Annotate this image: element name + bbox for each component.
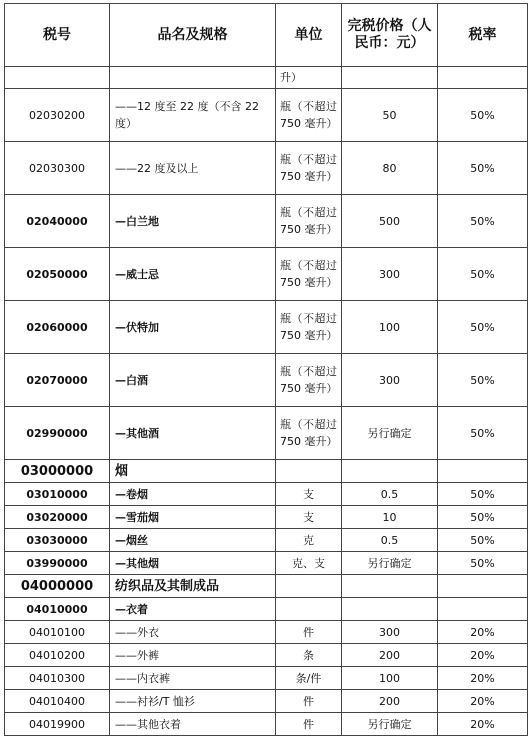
price-cell — [342, 598, 438, 621]
name-cell: ——12 度至 22 度（不含 22 度） — [110, 89, 276, 142]
name-cell: ——衬衫/T 恤衫 — [110, 690, 276, 713]
unit-cell — [276, 354, 342, 407]
table-row — [5, 644, 528, 667]
rate-cell: 50% — [438, 407, 528, 460]
code-cell: 03000000 — [5, 460, 110, 483]
header-price: 完税价格（人民币：元） — [342, 4, 438, 67]
price-cell: 0.5 — [342, 483, 438, 506]
code-cell: 02070000 — [5, 354, 110, 407]
rate-cell: 50% — [438, 248, 528, 301]
unit-cell — [276, 301, 342, 354]
table-row — [5, 529, 528, 552]
code-cell: 03010000 — [5, 483, 110, 506]
table-row — [5, 301, 528, 354]
price-cell: 500 — [342, 195, 438, 248]
unit-cell — [276, 89, 342, 142]
name-cell: —白酒 — [110, 354, 276, 407]
name-cell: ——22 度及以上 — [110, 142, 276, 195]
name-cell: —衣着 — [110, 598, 276, 621]
unit-text: 瓶（不超过 750 毫升） — [280, 153, 338, 183]
name-cell: —其他烟 — [110, 552, 276, 575]
code-cell: 02030300 — [5, 142, 110, 195]
price-cell: 另行确定 — [342, 407, 438, 460]
code-cell: 02030200 — [5, 89, 110, 142]
header-rate: 税率 — [438, 4, 528, 67]
rate-cell: 50% — [438, 195, 528, 248]
table-row-continuation — [5, 67, 528, 89]
code-cell — [5, 67, 110, 89]
rate-cell — [438, 598, 528, 621]
name-cell: —白兰地 — [110, 195, 276, 248]
unit-text: 瓶（不超过 750 毫升） — [280, 206, 338, 236]
rate-cell: 20% — [438, 690, 528, 713]
code-cell: 04010200 — [5, 644, 110, 667]
unit-cell — [276, 248, 342, 301]
name-cell: —其他酒 — [110, 407, 276, 460]
name-cell: —烟丝 — [110, 529, 276, 552]
unit-cell: 条 — [276, 644, 342, 667]
price-cell — [342, 575, 438, 598]
code-cell: 03030000 — [5, 529, 110, 552]
table-header-row — [5, 4, 528, 67]
tariff-table — [4, 3, 528, 736]
price-cell: 10 — [342, 506, 438, 529]
table-row — [5, 195, 528, 248]
name-cell: 烟 — [110, 460, 276, 483]
unit-cell: 件 — [276, 713, 342, 736]
table-row — [5, 552, 528, 575]
unit-cell — [276, 142, 342, 195]
header-code: 税号 — [5, 4, 110, 67]
rate-cell — [438, 67, 528, 89]
price-cell: 200 — [342, 690, 438, 713]
header-unit: 单位 — [276, 4, 342, 67]
price-cell: 80 — [342, 142, 438, 195]
table-row — [5, 407, 528, 460]
name-cell: —雪茄烟 — [110, 506, 276, 529]
unit-cell — [276, 598, 342, 621]
table-row — [5, 354, 528, 407]
code-cell: 04000000 — [5, 575, 110, 598]
unit-cell — [276, 575, 342, 598]
unit-text: 瓶（不超过 750 毫升） — [280, 365, 338, 395]
price-cell: 300 — [342, 248, 438, 301]
code-cell: 03020000 — [5, 506, 110, 529]
table-row — [5, 621, 528, 644]
rate-cell: 50% — [438, 483, 528, 506]
name-cell: ——其他衣着 — [110, 713, 276, 736]
unit-text: 瓶（不超过 750 毫升） — [280, 418, 338, 448]
code-cell: 02040000 — [5, 195, 110, 248]
rate-cell: 50% — [438, 354, 528, 407]
unit-text: 瓶（不超过 750 毫升） — [280, 259, 338, 289]
unit-continuation: 升） — [280, 71, 302, 84]
price-cell: 300 — [342, 354, 438, 407]
code-cell: 04010000 — [5, 598, 110, 621]
unit-cell: 克、支 — [276, 552, 342, 575]
rate-cell: 20% — [438, 713, 528, 736]
name-cell: ——外衣 — [110, 621, 276, 644]
table-row-subcategory — [5, 598, 528, 621]
code-cell: 04010400 — [5, 690, 110, 713]
price-cell: 100 — [342, 301, 438, 354]
code-cell: 02050000 — [5, 248, 110, 301]
rate-cell: 50% — [438, 506, 528, 529]
unit-cell: 克 — [276, 529, 342, 552]
unit-cell — [276, 460, 342, 483]
table-row — [5, 142, 528, 195]
unit-cell — [276, 67, 342, 89]
code-cell: 04010300 — [5, 667, 110, 690]
header-name: 品名及规格 — [110, 4, 276, 67]
price-cell: 50 — [342, 89, 438, 142]
unit-cell: 支 — [276, 506, 342, 529]
name-cell: —威士忌 — [110, 248, 276, 301]
name-cell: —伏特加 — [110, 301, 276, 354]
table-row — [5, 248, 528, 301]
unit-cell — [276, 407, 342, 460]
name-cell: —卷烟 — [110, 483, 276, 506]
unit-cell: 支 — [276, 483, 342, 506]
code-cell: 03990000 — [5, 552, 110, 575]
table-row — [5, 713, 528, 736]
price-cell — [342, 67, 438, 89]
table-row-category — [5, 575, 528, 598]
code-cell: 02990000 — [5, 407, 110, 460]
unit-cell: 件 — [276, 621, 342, 644]
rate-cell: 50% — [438, 552, 528, 575]
name-cell: 纺织品及其制成品 — [110, 575, 276, 598]
price-cell: 另行确定 — [342, 713, 438, 736]
code-cell: 04019900 — [5, 713, 110, 736]
rate-cell — [438, 575, 528, 598]
name-cell: ——内衣裤 — [110, 667, 276, 690]
unit-cell: 件 — [276, 690, 342, 713]
rate-cell: 50% — [438, 89, 528, 142]
table-row — [5, 89, 528, 142]
table-row — [5, 506, 528, 529]
rate-cell — [438, 460, 528, 483]
table-row — [5, 667, 528, 690]
price-cell: 0.5 — [342, 529, 438, 552]
rate-cell: 50% — [438, 301, 528, 354]
name-cell — [110, 67, 276, 89]
rate-cell: 50% — [438, 142, 528, 195]
price-cell: 300 — [342, 621, 438, 644]
name-cell: ——外裤 — [110, 644, 276, 667]
code-cell: 02060000 — [5, 301, 110, 354]
price-cell: 100 — [342, 667, 438, 690]
unit-cell — [276, 195, 342, 248]
table-row-category — [5, 460, 528, 483]
price-cell: 另行确定 — [342, 552, 438, 575]
rate-cell: 50% — [438, 529, 528, 552]
table-row — [5, 690, 528, 713]
rate-cell: 20% — [438, 644, 528, 667]
price-cell: 200 — [342, 644, 438, 667]
unit-text: 瓶（不超过 750 毫升） — [280, 312, 338, 342]
unit-cell: 条/件 — [276, 667, 342, 690]
price-cell — [342, 460, 438, 483]
rate-cell: 20% — [438, 621, 528, 644]
rate-cell: 20% — [438, 667, 528, 690]
unit-text: 瓶（不超过 750 毫升） — [280, 100, 338, 130]
code-cell: 04010100 — [5, 621, 110, 644]
table-row — [5, 483, 528, 506]
